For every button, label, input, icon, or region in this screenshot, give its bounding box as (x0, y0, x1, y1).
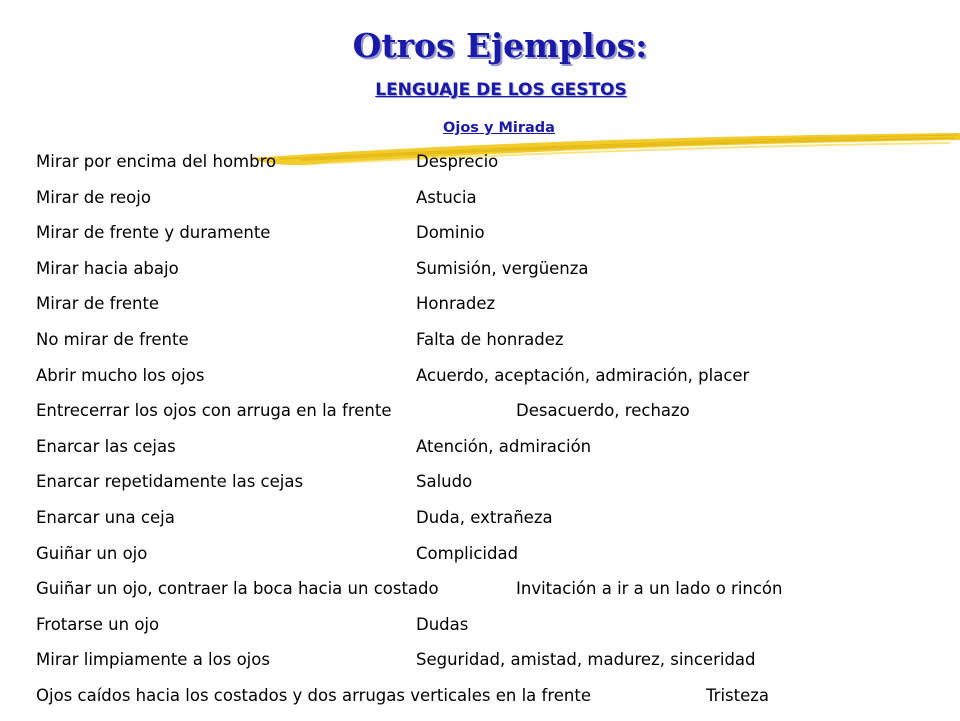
gesture-text: Guiñar un ojo (36, 543, 148, 563)
gesture-text: Enarcar una ceja (36, 507, 175, 527)
meaning-text: Seguridad, amistad, madurez, sinceridad (416, 650, 756, 670)
gesture-text: Abrir mucho los ojos (36, 365, 205, 385)
gesture-text: Enarcar repetidamente las cejas (36, 472, 304, 492)
gesture-text: Mirar limpiamente a los ojos (36, 650, 270, 670)
gesture-text: Mirar por encima del hombro (36, 152, 277, 171)
meaning-text: Saludo (416, 472, 473, 492)
gesture-row (0, 151, 960, 187)
meaning-text: Astucia (416, 187, 477, 207)
gesture-row (0, 578, 960, 614)
meaning-text: Atención, admiración (416, 436, 592, 456)
meaning-text: Honradez (416, 294, 496, 314)
gesture-row (0, 507, 960, 543)
meaning-text: Falta de honradez (416, 329, 564, 349)
gesture-list (0, 151, 960, 721)
gesture-row (0, 685, 960, 721)
gesture-text: Entrecerrar los ojos con arruga en la frente (36, 401, 392, 421)
meaning-text: Duda, extrañeza (416, 507, 553, 527)
gesture-text: Frotarse un ojo (36, 614, 160, 634)
meaning-text: Tristeza (706, 685, 770, 705)
gesture-text: No mirar de frente (36, 329, 189, 349)
gesture-row (0, 400, 960, 436)
gesture-row (0, 293, 960, 329)
meaning-text: Dudas (416, 614, 469, 634)
section-heading: Ojos y Mirada (443, 120, 555, 136)
gesture-text: Guiñar un ojo, contraer la boca hacia un costado (36, 579, 439, 599)
gesture-text: Mirar de frente y duramente (36, 223, 271, 243)
meaning-text: Acuerdo, aceptación, admiración, placer (416, 365, 750, 385)
slide-title: Otros Ejemplos: (352, 26, 648, 65)
meaning-text: Desacuerdo, rechazo (516, 401, 690, 421)
gesture-row (0, 329, 960, 365)
gesture-row (0, 614, 960, 650)
gesture-text: Mirar hacia abajo (36, 258, 179, 278)
meaning-text: Dominio (416, 223, 485, 243)
gesture-text: Mirar de frente (36, 294, 160, 314)
gesture-text: Ojos caídos hacia los costados y dos arrugas verticales en la frente (36, 685, 591, 705)
gesture-row (0, 436, 960, 472)
meaning-text: Desprecio (416, 152, 499, 171)
meaning-text: Invitación a ir a un lado o rincón (516, 579, 783, 599)
gesture-text: Mirar de reojo (36, 187, 151, 207)
meaning-text: Complicidad (416, 543, 519, 563)
gesture-row (0, 543, 960, 579)
gesture-row (0, 258, 960, 294)
gesture-row (0, 365, 960, 401)
slide-subtitle: LENGUAJE DE LOS GESTOS (375, 80, 627, 100)
gesture-row (0, 222, 960, 258)
gesture-row (0, 471, 960, 507)
gesture-row (0, 187, 960, 223)
gesture-text: Enarcar las cejas (36, 436, 176, 456)
meaning-text: Sumisión, vergüenza (416, 258, 589, 278)
gesture-row (0, 649, 960, 685)
